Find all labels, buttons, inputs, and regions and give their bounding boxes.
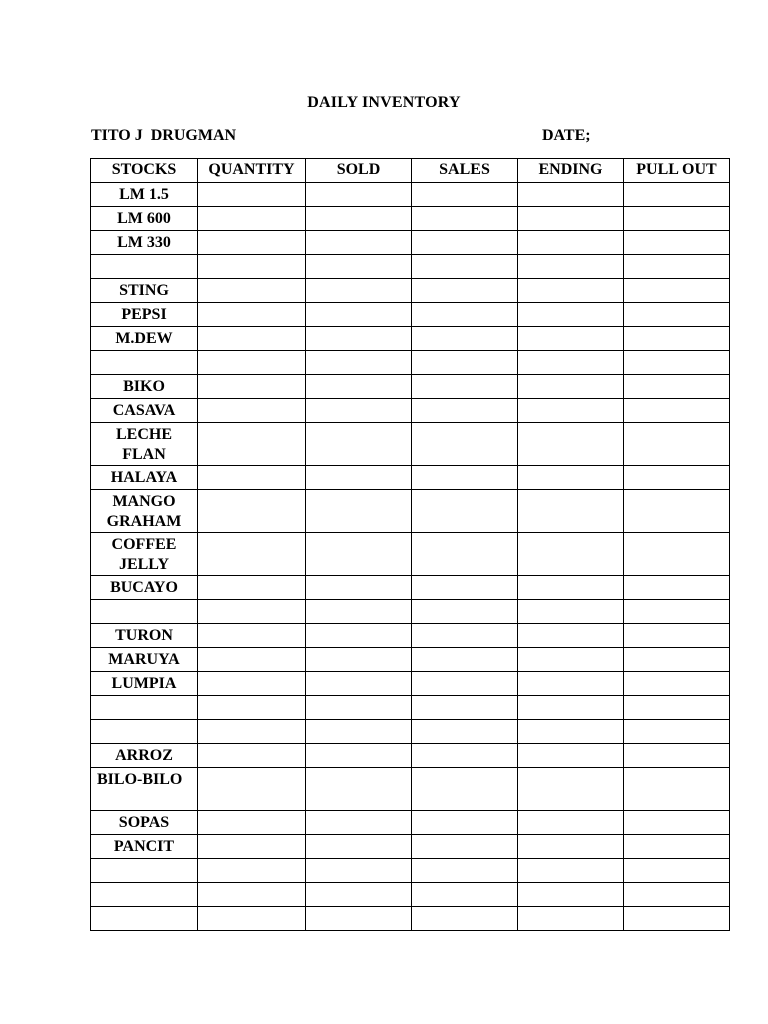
stock-name-cell: HALAYA — [91, 466, 198, 490]
stock-name-cell: LM 1.5 — [91, 183, 198, 207]
pull-out-cell — [624, 466, 730, 490]
table-row — [91, 351, 730, 375]
ending-cell — [518, 255, 624, 279]
sales-cell — [412, 255, 518, 279]
sold-cell — [306, 696, 412, 720]
col-header-pull-out: PULL OUT — [624, 159, 730, 183]
sold-cell — [306, 883, 412, 907]
table-row — [91, 327, 730, 351]
sales-cell — [412, 672, 518, 696]
sales-cell — [412, 648, 518, 672]
table-row — [91, 576, 730, 600]
stock-name-cell: ARROZ — [91, 744, 198, 768]
ending-cell — [518, 648, 624, 672]
stock-name-cell: SOPAS — [91, 811, 198, 835]
sold-cell — [306, 466, 412, 490]
stock-name-cell: STING — [91, 279, 198, 303]
col-header-stocks: STOCKS — [91, 159, 198, 183]
quantity-cell — [198, 490, 306, 533]
quantity-cell — [198, 600, 306, 624]
ending-cell — [518, 327, 624, 351]
quantity-cell — [198, 231, 306, 255]
sales-cell — [412, 907, 518, 931]
stock-name-cell: BUCAYO — [91, 576, 198, 600]
pull-out-cell — [624, 303, 730, 327]
stock-name-cell: LECHE FLAN — [91, 423, 198, 466]
quantity-cell — [198, 279, 306, 303]
pull-out-cell — [624, 859, 730, 883]
pull-out-cell — [624, 351, 730, 375]
ending-cell — [518, 303, 624, 327]
stock-name-cell: BILO-BILO — [91, 768, 198, 811]
sold-cell — [306, 768, 412, 811]
stock-name-cell: PANCIT — [91, 835, 198, 859]
pull-out-cell — [624, 624, 730, 648]
sold-cell — [306, 423, 412, 466]
table-row — [91, 907, 730, 931]
stock-name-cell: BIKO — [91, 375, 198, 399]
ending-cell — [518, 672, 624, 696]
quantity-cell — [198, 327, 306, 351]
quantity-cell — [198, 399, 306, 423]
pull-out-cell — [624, 533, 730, 576]
ending-cell — [518, 624, 624, 648]
table-row — [91, 183, 730, 207]
stock-name-cell — [91, 696, 198, 720]
stock-name-cell: LM 600 — [91, 207, 198, 231]
pull-out-cell — [624, 207, 730, 231]
stock-name-cell: LM 330 — [91, 231, 198, 255]
sold-cell — [306, 375, 412, 399]
table-row — [91, 835, 730, 859]
sales-cell — [412, 696, 518, 720]
sold-cell — [306, 648, 412, 672]
header-row — [91, 159, 730, 183]
stock-name-cell: CASAVA — [91, 399, 198, 423]
sold-cell — [306, 600, 412, 624]
sold-cell — [306, 207, 412, 231]
table-row — [91, 466, 730, 490]
ending-cell — [518, 576, 624, 600]
sales-cell — [412, 375, 518, 399]
ending-cell — [518, 533, 624, 576]
sold-cell — [306, 231, 412, 255]
pull-out-cell — [624, 768, 730, 811]
quantity-cell — [198, 859, 306, 883]
table-row — [91, 672, 730, 696]
sales-cell — [412, 600, 518, 624]
table-row — [91, 696, 730, 720]
ending-cell — [518, 490, 624, 533]
sales-cell — [412, 279, 518, 303]
pull-out-cell — [624, 672, 730, 696]
stock-name-cell — [91, 883, 198, 907]
quantity-cell — [198, 183, 306, 207]
table-row — [91, 811, 730, 835]
pull-out-cell — [624, 811, 730, 835]
ending-cell — [518, 207, 624, 231]
ending-cell — [518, 183, 624, 207]
sold-cell — [306, 811, 412, 835]
pull-out-cell — [624, 231, 730, 255]
page-title: DAILY INVENTORY — [307, 94, 461, 111]
quantity-cell — [198, 720, 306, 744]
quantity-cell — [198, 576, 306, 600]
sold-cell — [306, 672, 412, 696]
stock-name-cell: COFFEE JELLY — [91, 533, 198, 576]
table-row — [91, 600, 730, 624]
col-header-ending: ENDING — [518, 159, 624, 183]
quantity-cell — [198, 696, 306, 720]
table-row — [91, 720, 730, 744]
ending-cell — [518, 835, 624, 859]
sold-cell — [306, 720, 412, 744]
sold-cell — [306, 576, 412, 600]
table-row — [91, 279, 730, 303]
sales-cell — [412, 327, 518, 351]
sales-cell — [412, 207, 518, 231]
pull-out-cell — [624, 490, 730, 533]
sold-cell — [306, 399, 412, 423]
ending-cell — [518, 811, 624, 835]
col-header-quantity: QUANTITY — [198, 159, 306, 183]
stock-name-cell: M.DEW — [91, 327, 198, 351]
quantity-cell — [198, 423, 306, 466]
quantity-cell — [198, 303, 306, 327]
pull-out-cell — [624, 279, 730, 303]
ending-cell — [518, 883, 624, 907]
sales-cell — [412, 231, 518, 255]
table-row — [91, 490, 730, 533]
table-row — [91, 624, 730, 648]
quantity-cell — [198, 648, 306, 672]
sales-cell — [412, 859, 518, 883]
quantity-cell — [198, 207, 306, 231]
quantity-cell — [198, 907, 306, 931]
pull-out-cell — [624, 255, 730, 279]
sales-cell — [412, 576, 518, 600]
stock-name-cell — [91, 720, 198, 744]
sales-cell — [412, 303, 518, 327]
ending-cell — [518, 466, 624, 490]
pull-out-cell — [624, 327, 730, 351]
sales-cell — [412, 423, 518, 466]
stock-name-cell — [91, 255, 198, 279]
table-row — [91, 207, 730, 231]
quantity-cell — [198, 533, 306, 576]
pull-out-cell — [624, 375, 730, 399]
sales-cell — [412, 835, 518, 859]
ending-cell — [518, 231, 624, 255]
pull-out-cell — [624, 835, 730, 859]
ending-cell — [518, 351, 624, 375]
pull-out-cell — [624, 648, 730, 672]
quantity-cell — [198, 835, 306, 859]
ending-cell — [518, 423, 624, 466]
sold-cell — [306, 907, 412, 931]
stock-name-cell: LUMPIA — [91, 672, 198, 696]
stock-name-cell: TURON — [91, 624, 198, 648]
quantity-cell — [198, 768, 306, 811]
quantity-cell — [198, 624, 306, 648]
table-row — [91, 533, 730, 576]
ending-cell — [518, 399, 624, 423]
pull-out-cell — [624, 600, 730, 624]
table-row — [91, 648, 730, 672]
ending-cell — [518, 375, 624, 399]
stock-name-cell: MANGO GRAHAM — [91, 490, 198, 533]
table-row — [91, 399, 730, 423]
quantity-cell — [198, 883, 306, 907]
table-row — [91, 303, 730, 327]
quantity-cell — [198, 466, 306, 490]
sold-cell — [306, 744, 412, 768]
sales-cell — [412, 811, 518, 835]
sales-cell — [412, 883, 518, 907]
sold-cell — [306, 303, 412, 327]
sold-cell — [306, 624, 412, 648]
sold-cell — [306, 183, 412, 207]
quantity-cell — [198, 351, 306, 375]
table-row — [91, 423, 730, 466]
sales-cell — [412, 399, 518, 423]
date-label: DATE; — [542, 127, 591, 144]
sold-cell — [306, 327, 412, 351]
col-header-sales: SALES — [412, 159, 518, 183]
quantity-cell — [198, 811, 306, 835]
stock-name-cell — [91, 859, 198, 883]
stock-name-cell: PEPSI — [91, 303, 198, 327]
ending-cell — [518, 720, 624, 744]
stock-name-cell — [91, 907, 198, 931]
owner-name: TITO J DRUGMAN — [91, 127, 237, 144]
sold-cell — [306, 835, 412, 859]
table-row — [91, 883, 730, 907]
stock-name-cell: MARUYA — [91, 648, 198, 672]
ending-cell — [518, 859, 624, 883]
quantity-cell — [198, 375, 306, 399]
sold-cell — [306, 859, 412, 883]
inventory-table — [90, 158, 730, 931]
pull-out-cell — [624, 423, 730, 466]
pull-out-cell — [624, 744, 730, 768]
table-row — [91, 255, 730, 279]
quantity-cell — [198, 672, 306, 696]
ending-cell — [518, 600, 624, 624]
table-row — [91, 859, 730, 883]
ending-cell — [518, 696, 624, 720]
table-row — [91, 231, 730, 255]
ending-cell — [518, 907, 624, 931]
ending-cell — [518, 279, 624, 303]
ending-cell — [518, 744, 624, 768]
table-row — [91, 375, 730, 399]
pull-out-cell — [624, 696, 730, 720]
sold-cell — [306, 255, 412, 279]
ending-cell — [518, 768, 624, 811]
sales-cell — [412, 720, 518, 744]
pull-out-cell — [624, 183, 730, 207]
sold-cell — [306, 533, 412, 576]
sales-cell — [412, 183, 518, 207]
table-row — [91, 744, 730, 768]
sales-cell — [412, 466, 518, 490]
sales-cell — [412, 533, 518, 576]
pull-out-cell — [624, 720, 730, 744]
pull-out-cell — [624, 399, 730, 423]
table-row — [91, 768, 730, 811]
sales-cell — [412, 768, 518, 811]
col-header-sold: SOLD — [306, 159, 412, 183]
sold-cell — [306, 279, 412, 303]
stock-name-cell — [91, 351, 198, 375]
pull-out-cell — [624, 576, 730, 600]
sold-cell — [306, 351, 412, 375]
sales-cell — [412, 744, 518, 768]
inventory-body — [91, 183, 730, 931]
quantity-cell — [198, 744, 306, 768]
sold-cell — [306, 490, 412, 533]
quantity-cell — [198, 255, 306, 279]
sales-cell — [412, 490, 518, 533]
pull-out-cell — [624, 907, 730, 931]
pull-out-cell — [624, 883, 730, 907]
stock-name-cell — [91, 600, 198, 624]
sales-cell — [412, 351, 518, 375]
sales-cell — [412, 624, 518, 648]
